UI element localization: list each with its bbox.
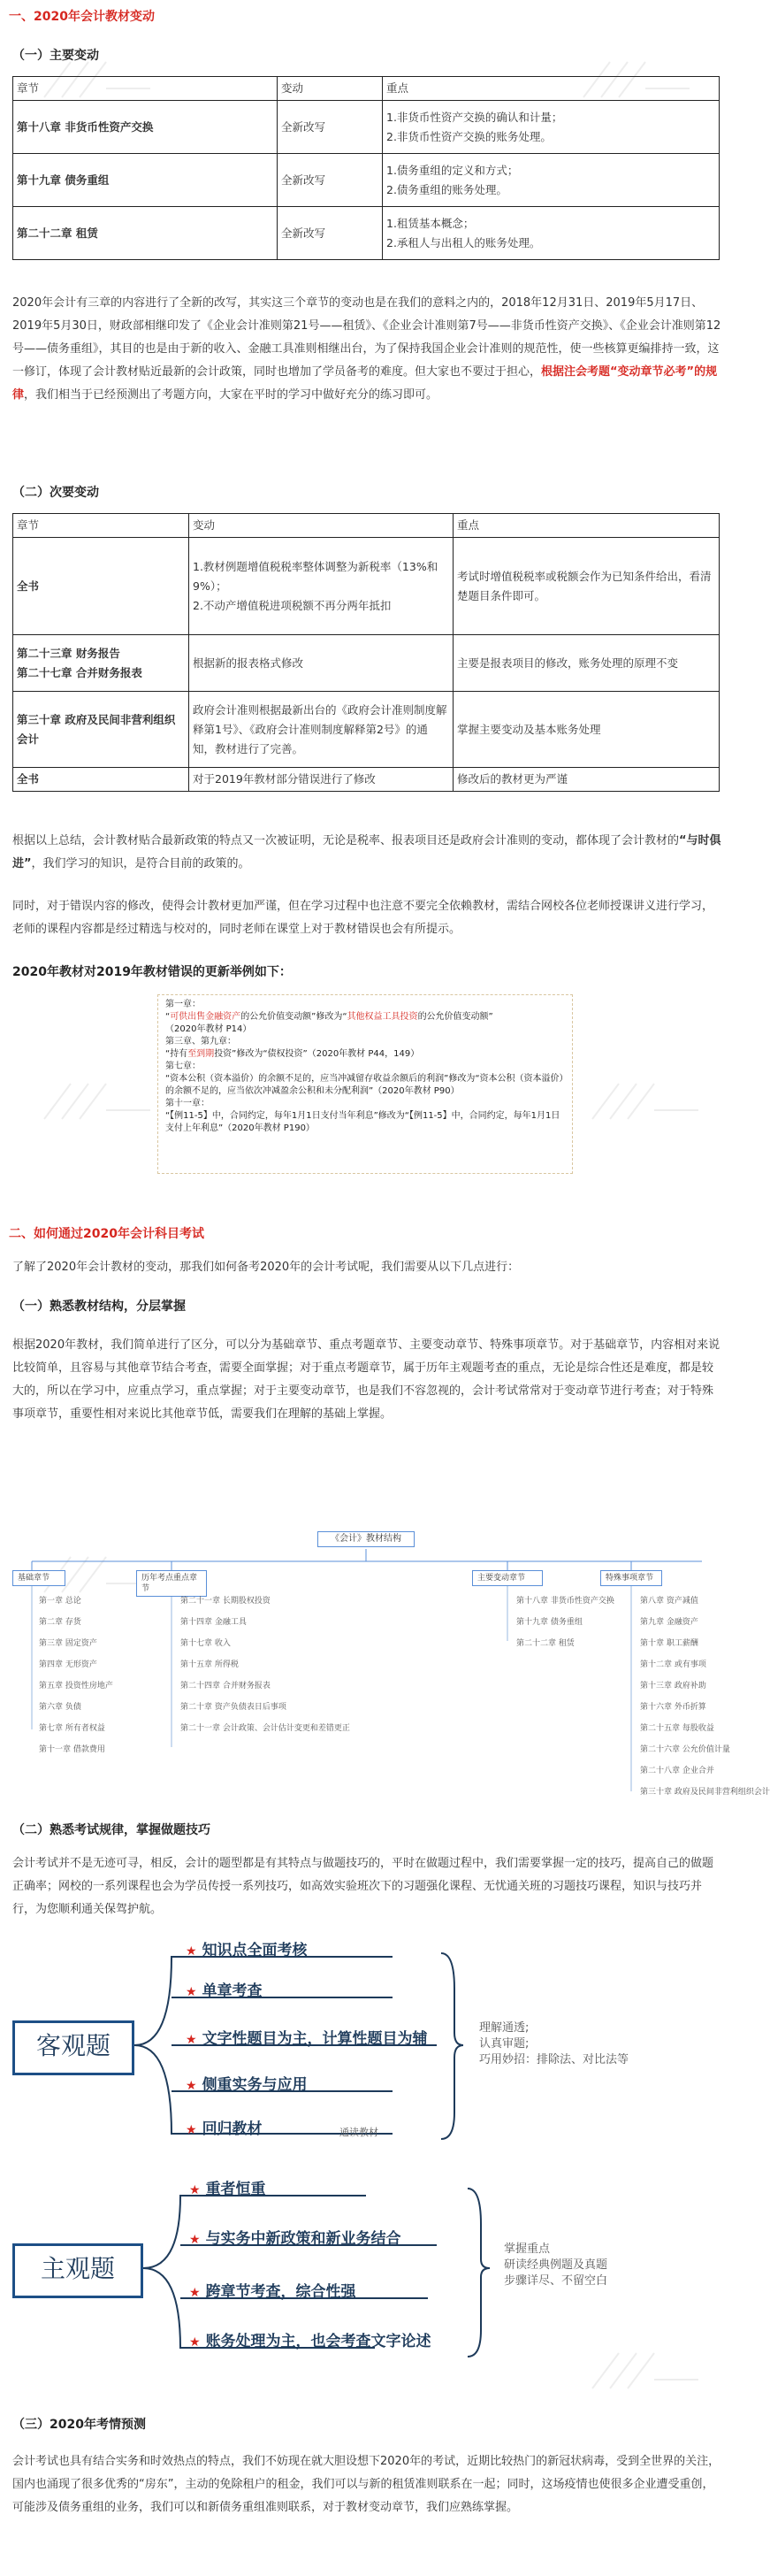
errata-text: 的公允价值变动额”	[417, 1012, 493, 1022]
paragraph: 会计考试也具有结合实务和时效热点的特点，我们不妨现在就大胆设想下2020年的考试，近期比较热门的新冠状病毒，受到全世界的关注，国内也涌现了很多优秀的“房东”，主动的免除租户的租金，我们可以与新的租赁准则联系在一起；同时，这场疫情也使很多企业遭受重创，可能涉及债务重组的业务，我们可以和新债务重组准则联系，对于教材变动章节，我们应熟练掌握。	[12, 2455, 720, 2514]
errata-line: “资本公积（资本溢价）的余额不足的，应当冲减留存收益余额后的利润”修改为“资本公积（资本溢价）的余额不足的，应当依次冲减盈余公积和未分配利润”（2020年教材 P90）	[165, 1074, 564, 1096]
chapter-cell: 第二十二章 租赁	[13, 207, 278, 260]
point-cell: 考试时增值税税率或税额会作为已知条件给出，看清楚题目条件即可。	[454, 538, 720, 635]
star-icon: ★	[189, 2233, 201, 2247]
point-line: 2.债务重组的账务处理。	[386, 182, 507, 196]
point-line: 1.债务重组的定义和方式；	[386, 163, 519, 177]
mindmap-branch: 历年考点重点章节	[136, 1570, 207, 1597]
table-row	[13, 692, 720, 768]
table-row	[13, 538, 720, 635]
chapter-cell: 第三十章 政府及民间非营利组织会计	[13, 692, 189, 768]
mindmap-leaf: 第三章 固定资产	[39, 1639, 97, 1648]
mindmap-center: 《会计》教材结构	[317, 1531, 415, 1547]
paragraph: 了解了2020年会计教材的变动，那我们如何备考2020年的会计考试呢，我们需要从以下几点进行：	[12, 1261, 520, 1274]
change-cell: 全新改写	[278, 207, 383, 260]
star-icon: ★	[189, 2286, 201, 2300]
item-text: 单章考查	[202, 1982, 263, 2000]
mindmap-leaf: 第七章 所有者权益	[39, 1724, 105, 1733]
errata-line: 第七章：	[165, 1062, 201, 1071]
point-cell: 修改后的教材更为严谨	[454, 768, 720, 792]
paragraph: 根据2020年教材，我们简单进行了区分，可以分为基础章节、重点考题章节、主要变动章节、特殊事项章节。对于基础章节，内容相对来说比较简单，且容易与其他章节结合考查，需要全面掌握；对于重点考题章节，属于历年主观题考查的重点，无论是综合性还是难度，都是较大的，所以在学习中，应重点学习，重点掌握；对于主要变动章节，也是我们不容忽视的，会计考试常常对于变动章节进行考查；对于特殊事项章节，重要性相对来说比其他章节低，需要我们在理解的基础上掌握。	[12, 1338, 720, 1421]
change-line: 1.教材例题增值税税率整体调整为新税率（13%和9%）；	[193, 559, 438, 593]
note-line: 巧用妙招：排除法、对比法等	[479, 2053, 629, 2066]
mindmap-leaf: 第二章 存货	[39, 1618, 81, 1627]
mindmap-leaf: 第二十一章 会计政策、会计估计变更和差错更正	[180, 1724, 350, 1733]
subsection-title: （二）熟悉考试规律，掌握做题技巧	[12, 1823, 210, 1837]
table-row	[13, 207, 720, 260]
table-header-cell: 重点	[383, 77, 720, 101]
mindmap-branch: 主要变动章节	[472, 1570, 543, 1586]
subsection-title: （一）熟悉教材结构，分层掌握	[12, 1300, 186, 1314]
mindmap-leaf: 第二十二章 租赁	[516, 1639, 575, 1648]
item-text: 知识点全面考核	[202, 1942, 308, 1959]
note-line: 认真审题;	[479, 2037, 530, 2051]
table-header-cell: 变动	[189, 514, 454, 538]
mindmap-leaf: 第二十六章 公允价值计量	[640, 1745, 730, 1754]
objective-label: 客观题	[12, 2020, 134, 2075]
mindmap-leaf: 第二十章 资产负债表日后事项	[180, 1703, 286, 1712]
table-header-cell: 章节	[13, 77, 278, 101]
subjective-notes	[504, 2242, 607, 2289]
table-row	[13, 101, 720, 154]
errata-text: “	[165, 1012, 171, 1022]
point-line: 2.非货币性资产交换的账务处理。	[386, 129, 552, 143]
minor-changes-table	[12, 513, 720, 792]
errata-red-text: 可供出售金融资产	[170, 1012, 241, 1022]
errata-red-text: 至到期	[187, 1049, 215, 1059]
star-icon: ★	[186, 2033, 197, 2047]
objective-item	[186, 1937, 308, 1959]
mindmap-leaf: 第二十一章 长期股权投资	[180, 1597, 271, 1606]
paragraph-text: ，我们学习的知识，是符合目前的政策的。	[31, 857, 250, 870]
mindmap-branch: 基础章节	[12, 1570, 65, 1586]
chapter-cell: 第二十三章 财务报告 第二十七章 合并财务报表	[13, 635, 189, 692]
highlight-text: 根据注会考题“变动章节必考”的规律	[12, 365, 718, 402]
paragraph-text: 根据以上总结，会计教材贴合最新政策的特点又一次被证明，无论是税率、报表项目还是政府会计准则的变动，都体现了会计教材的	[12, 834, 680, 847]
mindmap-leaf: 第八章 资产减值	[640, 1597, 698, 1606]
mindmap-leaf: 第十八章 非货币性资产交换	[516, 1597, 614, 1606]
note-line: 步骤详尽、不留空白	[504, 2274, 608, 2288]
objective-sideline: 通读教材	[339, 2127, 378, 2138]
item-text: 回归教材	[202, 2120, 263, 2138]
errata-text: 投资”修改为“债权投资”（2020年教材 P44，149）	[214, 1049, 420, 1059]
star-icon: ★	[189, 2335, 201, 2350]
subjective-item	[189, 2279, 356, 2301]
table-row	[13, 635, 720, 692]
paragraph: 同时，对于错误内容的修改，使得会计教材更加严谨，但在学习过程中也注意不要完全依赖教材，需结合网校各位老师授课讲义进行学习，老师的课程内容都是经过精选与校对的，同时老师在课堂上对于教材错误也会有所提示。	[12, 900, 714, 936]
objective-item	[186, 2116, 263, 2138]
mindmap-leaf: 第五章 投资性房地产	[39, 1682, 113, 1690]
objective-item	[186, 2026, 428, 2048]
subsection-title: （二）次要变动	[12, 486, 99, 500]
points-cell	[383, 101, 720, 154]
mindmap-leaf: 第二十八章 企业合并	[640, 1767, 714, 1775]
errata-line	[165, 1048, 565, 1061]
mindmap-leaf: 第十七章 收入	[180, 1639, 231, 1648]
change-cell: 对于2019年教材部分错误进行了修改	[189, 768, 454, 792]
paragraph-text: 2020年会计有三章的内容进行了全新的改写，其实这三个章节的变动也是在我们的意料之内的，2018年12月31日、2019年5月17日、2019年5月30日，财政部相继印发了《企业会计准则第21号——租赁》、《企业会计准则第7号——非货币性资产交换》、《企业会计准则第12号——债务重组》，其目的也是由于新的收入、金融工具准则相继出台，为了保持我国企业会计准则的规范性，使一些核算更编排持一致，这一修订，体现了会计教材贴近最新的会计政策，同时也增加了学员备考的难度。但大家也不要过于担心，	[12, 296, 721, 379]
section-title: 二、如何通过2020年会计科目考试	[9, 1227, 204, 1241]
note-line: 理解通透;	[479, 2021, 530, 2035]
change-line: 2.不动产增值税进项税额不再分两年抵扣	[193, 598, 392, 612]
star-icon: ★	[189, 2183, 201, 2197]
errata-line: 第一章：	[165, 1000, 201, 1009]
point-cell: 主要是报表项目的修改，账务处理的原理不变	[454, 635, 720, 692]
table-header-cell: 变动	[278, 77, 383, 101]
subjective-item	[189, 2226, 401, 2248]
point-line: 2.承租人与出租人的账务处理。	[386, 235, 541, 249]
item-text: 重者恒重	[205, 2181, 266, 2198]
mindmap-leaf: 第十四章 金融工具	[180, 1618, 247, 1627]
mindmap-leaf: 第二十四章 合并财务报表	[180, 1682, 271, 1690]
mindmap-leaf: 第二十五章 每股收益	[640, 1724, 714, 1733]
paragraph	[12, 830, 722, 876]
errata-red-text: 其他权益工具投资	[347, 1012, 418, 1022]
errata-line: 第三章、第九章：	[165, 1037, 236, 1046]
item-text: 与实务中新政策和新业务结合	[205, 2230, 401, 2248]
table-header-row	[13, 514, 720, 538]
mindmap-leaf: 第十九章 债务重组	[516, 1618, 583, 1627]
note-line: 掌握重点	[504, 2242, 551, 2256]
mindmap-leaf: 第十一章 借款费用	[39, 1745, 105, 1754]
change-cell: 根据新的报表格式修改	[189, 635, 454, 692]
mindmap-leaf: 第九章 金融资产	[640, 1618, 698, 1627]
subjective-item	[189, 2328, 431, 2350]
paragraph: 会计考试并不是无迹可寻，相反，会计的题型都是有其特点与做题技巧的，平时在做题过程中，我们需要掌握一定的技巧，提高自己的做题正确率；网校的一系列课程也会为学员传授一系列技巧，如高效实验班次下的习题强化课程、无忧通关班的习题技巧课程，知识与技巧并行，为您顺利通关保驾护航。	[12, 1857, 714, 1916]
chapter-cell: 第十九章 债务重组	[13, 154, 278, 207]
errata-title: 2020年教材对2019年教材错误的更新举例如下：	[12, 965, 292, 979]
chapter-cell: 全书	[13, 538, 189, 635]
objective-item	[186, 1978, 263, 2000]
change-cell: 全新改写	[278, 101, 383, 154]
star-icon: ★	[186, 2123, 197, 2137]
textbook-structure-mindmap	[12, 1526, 770, 1809]
points-cell	[383, 207, 720, 260]
change-cell	[189, 538, 454, 635]
item-text: 账务处理为主，也会考查文字论述	[205, 2333, 431, 2350]
point-line: 1.租赁基本概念；	[386, 216, 475, 230]
item-text: 文字性题目为主，计算性题目为辅	[202, 2030, 428, 2048]
bold-text: “与时俱进”	[12, 834, 721, 870]
errata-line: 第十一章：	[165, 1099, 210, 1108]
subsection-title: （一）主要变动	[12, 49, 99, 63]
objective-questions-diagram	[12, 1936, 720, 2157]
paragraph	[12, 292, 722, 407]
table-row	[13, 154, 720, 207]
errata-line: （2020年教材 P14）	[165, 1024, 252, 1034]
errata-examples-box	[157, 994, 573, 1174]
mindmap-leaf: 第三十章 政府及民间非营利组织会计	[640, 1788, 770, 1797]
mindmap-leaf: 第十三章 政府补助	[640, 1682, 706, 1690]
subjective-item	[189, 2176, 266, 2198]
watermark-logo	[27, 1075, 159, 1137]
star-icon: ★	[186, 1944, 197, 1959]
mindmap-leaf: 第一章 总论	[39, 1597, 81, 1606]
table-header-cell: 章节	[13, 514, 189, 538]
errata-line: “【例11-5】中，合同约定，每年1月1日支付当年利息”修改为“【例11-5】中，合同约定，每年1月1日支付上年利息”（2020年教材 P190）	[165, 1111, 560, 1133]
subjective-questions-diagram	[12, 2171, 720, 2374]
errata-line	[165, 1011, 565, 1024]
star-icon: ★	[186, 2079, 197, 2093]
errata-text: “持有	[165, 1049, 188, 1059]
item-text: 跨章节考查，综合性强	[205, 2283, 356, 2301]
note-line: 研读经典例题及真题	[504, 2258, 608, 2272]
mindmap-leaf: 第十六章 外币折算	[640, 1703, 706, 1712]
point-line: 1.非货币性资产交换的确认和计量；	[386, 110, 563, 124]
major-changes-table	[12, 76, 720, 260]
table-row	[13, 768, 720, 792]
section-title: 一、2020年会计教材变动	[9, 10, 155, 24]
change-cell: 政府会计准则根据最新出台的《政府会计准则制度解释第1号》、《政府会计准则制度解释第2号》的通知，教材进行了完善。	[189, 692, 454, 768]
star-icon: ★	[186, 1985, 197, 1999]
subjective-label: 主观题	[12, 2243, 143, 2298]
chapter-cell: 全书	[13, 768, 189, 792]
mindmap-leaf: 第十章 职工薪酬	[640, 1639, 698, 1648]
item-text: 侧重实务与应用	[202, 2076, 308, 2094]
change-cell: 全新改写	[278, 154, 383, 207]
point-cell: 掌握主要变动及基本账务处理	[454, 692, 720, 768]
mindmap-leaf: 第四章 无形资产	[39, 1660, 97, 1669]
paragraph-text: ，我们相当于已经预测出了考题方向，大家在平时的学习中做好充分的练习即可。	[24, 388, 438, 402]
mindmap-connectors	[12, 1526, 720, 1809]
mindmap-branch: 特殊事项章节	[600, 1570, 662, 1586]
mindmap-leaf: 第六章 负债	[39, 1703, 81, 1712]
watermark-logo	[575, 1075, 707, 1137]
objective-notes	[479, 2020, 629, 2068]
objective-item	[186, 2072, 308, 2094]
errata-text: 的公允价值变动额”修改为“	[240, 1012, 347, 1022]
chapter-cell: 第十八章 非货币性资产交换	[13, 101, 278, 154]
subsection-title: （三）2020年考情预测	[12, 2418, 146, 2432]
table-header-row	[13, 77, 720, 101]
mindmap-leaf: 第十二章 或有事项	[640, 1660, 706, 1669]
mindmap-leaf: 第十五章 所得税	[180, 1660, 239, 1669]
table-header-cell: 重点	[454, 514, 720, 538]
points-cell	[383, 154, 720, 207]
